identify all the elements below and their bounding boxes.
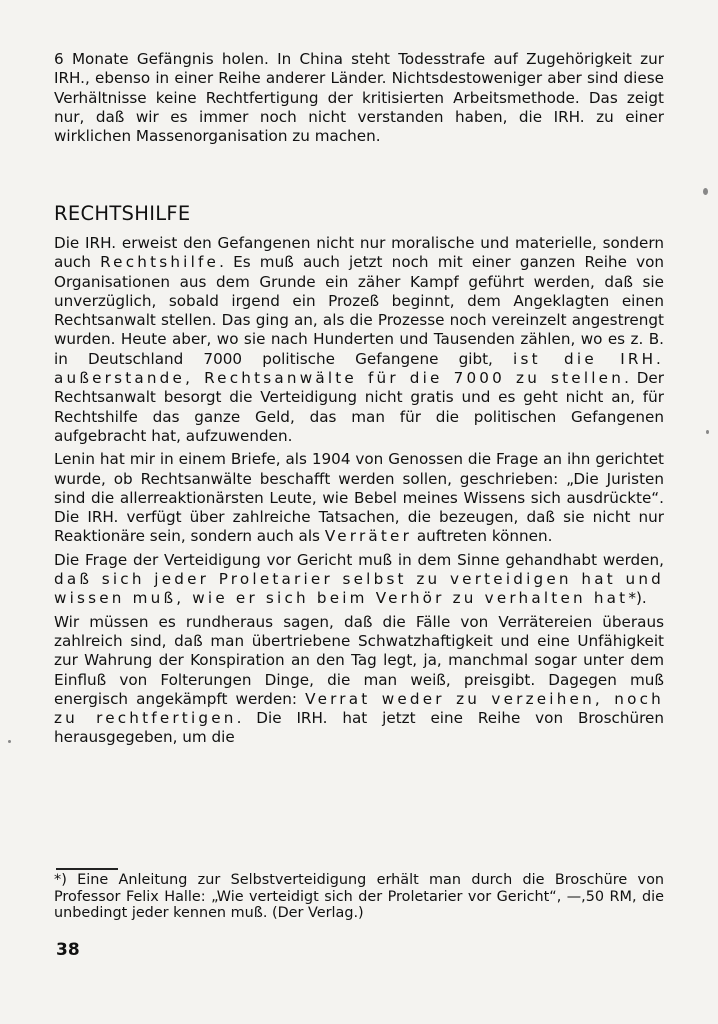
p3-text-a: Die Frage der Verteidigung vor Gericht muß in dem Sinne gehandhabt werden, [54,550,664,569]
paragraph-rechtshilfe [54,234,664,446]
p1-emphasis-rechtshilfe: Rechtshilfe [100,253,220,272]
scan-speck [8,740,11,743]
p4-text-c: . Die IRH. hat jetzt eine Reihe von Broschüren herausgegeben, um die [54,709,664,747]
scan-speck [706,430,709,434]
p3-footnote-marker: *). [628,589,647,608]
paragraph-lenin [54,450,664,546]
p2-text-c: auftreten können. [412,527,553,546]
p1-emphasis-ausserstande: ist die IRH. außerstande, Rechtsanwälte für die 7000 zu stellen [54,349,665,388]
p3-emphasis-selbstverteidigung: daß sich jeder Proletarier selbst zu verteidigen hat und wissen muß, wie er sich beim Verhör zu verhalten hat [54,570,664,608]
paragraph-verteidigung [54,551,664,609]
footnote: *) Eine Anleitung zur Selbstverteidigung erhält man durch die Broschüre von Professor Felix Halle: „Wie verteidigt sich der Proletarier vor Gericht“, —,50 RM, die unbedingt jeder kennen muß. (Der Verlag.) [54,872,664,922]
intro-text: 6 Monate Gefängnis holen. In China steht Todesstrafe auf Zugehörigkeit zur IRH., ebenso in einer Reihe anderer Länder. Nichtsdestoweniger aber sind diese Verhältnisse keine Rechtfertigung der kritisierten Arbeitsmethode. Das zeigt nur, daß wir es immer noch nicht verstanden haben, die IRH. zu einer wirklichen Massenorganisation zu machen. [54,50,664,146]
page-number: 38 [56,940,80,960]
section-heading: RECHTSHILFE [54,202,191,225]
footnote-divider [56,868,118,870]
scan-speck [703,188,708,195]
p2-text-a: Lenin hat mir in einem Briefe, als 1904 von Genossen die Frage an ihn gerichtet wurde, ob Rechtsanwälte beschafft werden sollen, geschrieben: „Die Juristen sind die allerreaktionärsten Leute, wie Bebel meines Wissens sich ausdrückte“. Die IRH. verfügt über zahlreiche Tatsachen, die bezeugen, daß sie nicht nur Reaktionäre sein, sondern auch als [54,450,664,546]
section-body [54,234,664,748]
p4-text-a: Wir müssen es rundheraus sagen, daß die Fälle von Verrätereien überaus zahlreich sind, daß man übertriebene Schwatzhaftigkeit und eine Unfähigkeit zur Wahrung der Konspiration an den Tag legt, ja, manchmal sogar unter dem Einfluß von Folterungen Dinge, die man weiß, preisgibt. Dagegen muß energisch angekämpft werden: [54,612,664,708]
p2-emphasis-verraeter: Verräter [324,527,413,546]
paragraph-verrat [54,613,664,748]
p4-emphasis-verrat: Verrat weder zu verzeihen, noch zu rechtfertigen [54,689,664,728]
p1-text-e: . Der Rechtsanwalt besorgt die Verteidigung nicht gratis und es geht nicht an, für Rechtshilfe das ganze Geld, das man für die politischen Gefangenen aufgebracht hat, aufzuwenden. [54,369,664,445]
intro-paragraph [54,50,664,146]
p1-text-a: Die IRH. erweist den Gefangenen nicht nur moralische und materielle, sondern auch [54,234,664,272]
p1-text-c: . Es muß auch jetzt noch mit einer ganzen Reihe von Organisationen aus dem Grunde ein zäher Kampf geführt werden, daß sie unverzüglich, sobald irgend ein Prozeß beginnt, dem Angeklagten einen Rechtsanwalt stellen. Das ging an, als die Prozesse noch vereinzelt angestrengt wurden. Heute aber, wo sie nach Hunderten und Tausenden zählen, wo es z. B. in Deutschland 7000 politische Gefangene gibt, [54,253,664,368]
